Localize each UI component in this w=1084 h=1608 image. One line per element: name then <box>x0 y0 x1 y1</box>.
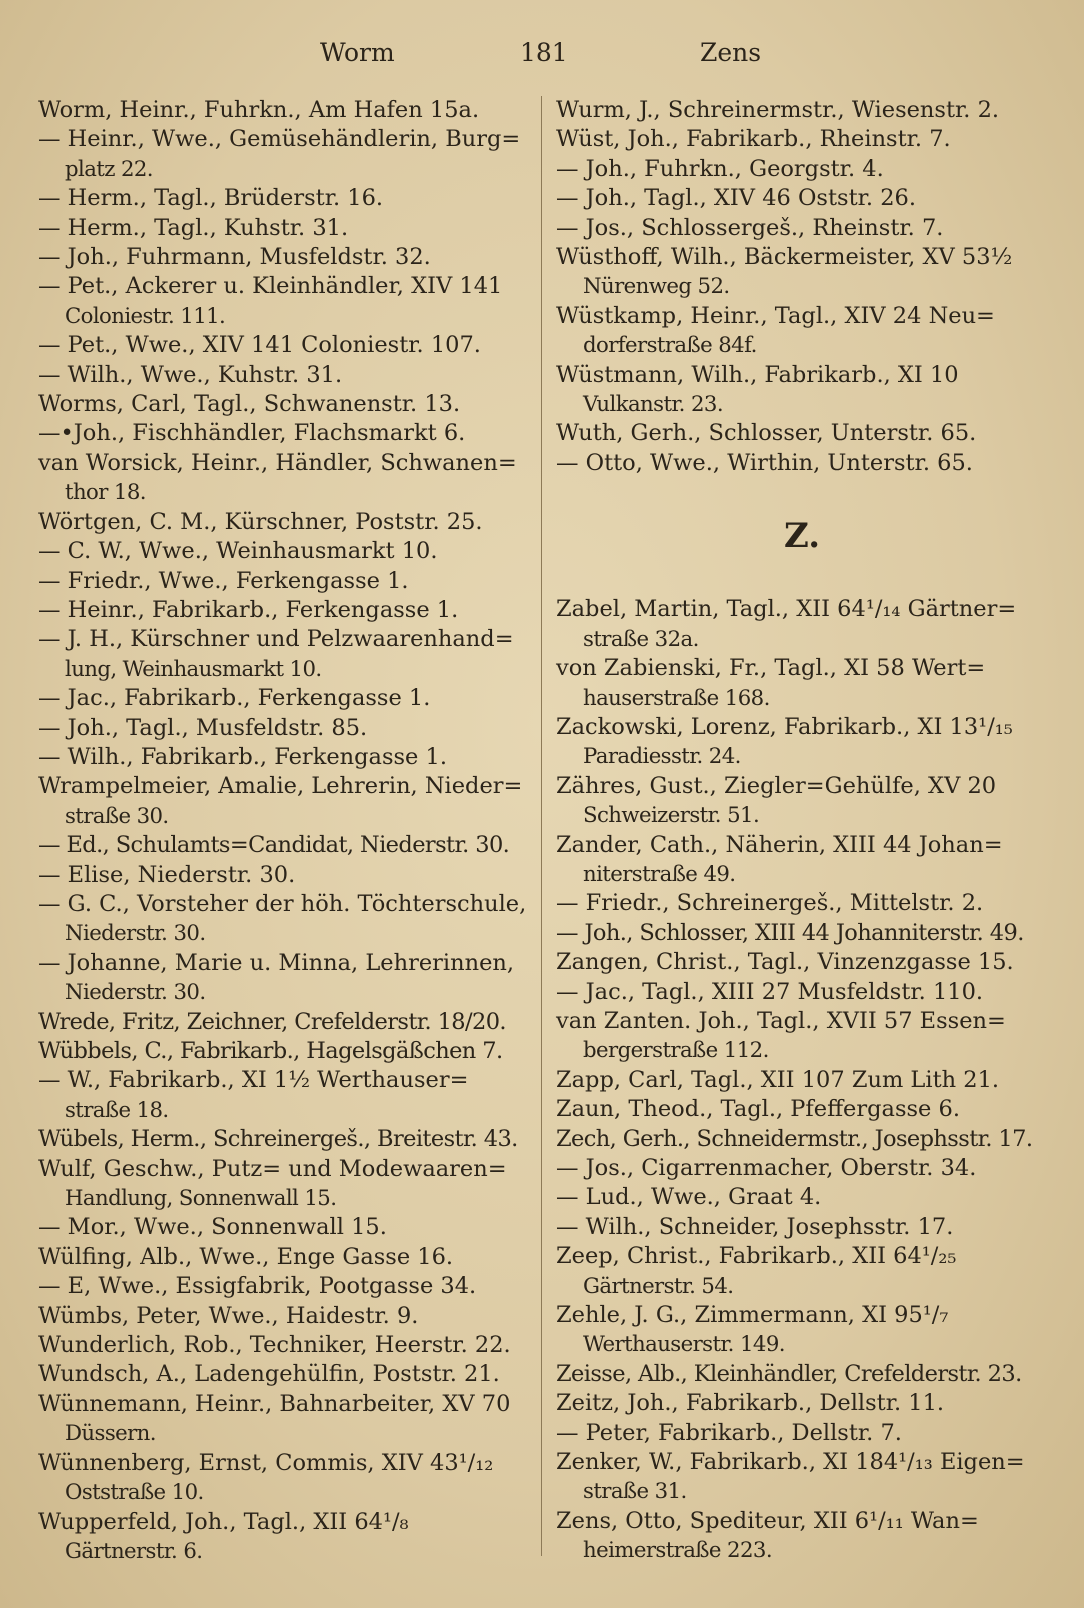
right-column-w-entries <box>556 96 1048 478</box>
entry-line: Zaun, Theod., Tagl., Pfeffergasse 6. <box>556 1096 960 1123</box>
directory-entry <box>38 1037 526 1066</box>
directory-entry <box>556 1213 1048 1242</box>
entry-line: — Herm., Tagl., Brüderstr. 16. <box>38 185 384 212</box>
directory-entry <box>556 919 1048 948</box>
entry-line: — Mor., Wwe., Sonnenwall 15. <box>38 1214 387 1241</box>
entry-line: — Wilh., Wwe., Kuhstr. 31. <box>38 361 343 388</box>
directory-entry <box>38 508 526 537</box>
entry-line: — Jos., Cigarrenmacher, Oberstr. 34. <box>556 1155 977 1181</box>
entry-line: Wülfing, Alb., Wwe., Enge Gasse 16. <box>38 1243 454 1270</box>
entry-continuation-line: Handlung, Sonnenwall 15. <box>65 1186 337 1212</box>
entry-line: — Jac., Fabrikarb., Ferkengasse 1. <box>38 685 431 712</box>
entry-line: — Joh., Fuhrkn., Georgstr. 4. <box>556 155 884 182</box>
entry-line: — Joh., Fuhrmann, Musfeldstr. 32. <box>38 244 431 271</box>
entry-continuation-line: Nürenweg 52. <box>583 274 730 300</box>
entry-line: — J. H., Kürschner und Pelzwaarenhand= <box>38 626 514 653</box>
entry-line: Wrampelmeier, Amalie, Lehrerin, Nieder= <box>38 773 523 800</box>
entry-line: — Friedr., Schreinergeš., Mittelstr. 2. <box>556 890 984 917</box>
directory-entry <box>38 125 526 184</box>
entry-continuation-line: niterstraße 49. <box>583 861 736 887</box>
directory-entry <box>556 889 1048 918</box>
entry-line: Zech, Gerh., Schneidermstr., Josephsstr. 17. <box>556 1125 1033 1152</box>
directory-entry <box>38 1155 526 1214</box>
entry-line: — Herm., Tagl., Kuhstr. 31. <box>38 214 349 241</box>
entry-line: — Joh., Schlosser, XIII 44 Johanniterstr. 49. <box>556 919 1024 946</box>
entry-line: Wuth, Gerh., Schlosser, Unterstr. 65. <box>556 420 977 447</box>
entry-continuation-line: Werthauserstr. 149. <box>583 1332 785 1358</box>
directory-entry <box>38 890 526 949</box>
entry-line: —•Joh., Fischhändler, Flachsmarkt 6. <box>38 420 466 447</box>
entry-line: Wübbels, C., Fabrikarb., Hagelsgäßchen 7. <box>38 1038 503 1064</box>
directory-entry <box>38 361 526 390</box>
directory-entry <box>556 1183 1048 1212</box>
directory-entry <box>556 1066 1048 1095</box>
entry-line: Wulf, Geschw., Putz= und Modewaaren= <box>38 1155 507 1182</box>
page-header <box>0 30 1084 76</box>
section-letter-z: Z. <box>783 516 821 557</box>
directory-entry <box>38 567 526 596</box>
entry-line: — G. C., Vorsteher der höh. Töchterschule, <box>38 890 527 917</box>
entry-line: — Jos., Schlossergeš., Rheinstr. 7. <box>556 214 944 241</box>
entry-line: — Friedr., Wwe., Ferkengasse 1. <box>38 567 409 594</box>
entry-line: Zehle, J. G., Zimmermann, XI 95¹/₇ <box>556 1302 949 1329</box>
directory-entry <box>556 772 1048 831</box>
entry-line: Zangen, Christ., Tagl., Vinzenzgasse 15. <box>556 949 1014 976</box>
entry-continuation-line: hauserstraße 168. <box>583 685 770 711</box>
directory-entry <box>38 1302 526 1331</box>
entry-line: — Joh., Tagl., XIV 46 Oststr. 26. <box>556 185 916 212</box>
entry-line: Wüstmann, Wilh., Fabrikarb., XI 10 <box>556 361 959 388</box>
entry-line: Wüst, Joh., Fabrikarb., Rheinstr. 7. <box>556 126 951 153</box>
directory-entry <box>556 948 1048 977</box>
entry-line: — E, Wwe., Essigfabrik, Pootgasse 34. <box>38 1273 477 1300</box>
entry-continuation-line: thor 18. <box>65 480 146 506</box>
entry-line: — Elise, Niederstr. 30. <box>38 861 296 888</box>
entry-line: Zapp, Carl, Tagl., XII 107 Zum Lith 21. <box>556 1066 1000 1093</box>
right-column-z-entries <box>556 595 1048 1565</box>
directory-entry <box>38 1508 526 1567</box>
entry-continuation-line: Gärtnerstr. 54. <box>583 1273 734 1299</box>
directory-entry <box>38 331 526 360</box>
page-number: 181 <box>520 38 568 67</box>
entry-line: Wurm, J., Schreinermstr., Wiesenstr. 2. <box>556 97 1000 123</box>
column-divider <box>541 96 542 1556</box>
entry-continuation-line: Schweizerstr. 51. <box>583 803 760 829</box>
entry-continuation-line: Oststraße 10. <box>65 1480 204 1506</box>
directory-entry <box>556 595 1048 654</box>
entry-line: van Worsick, Heinr., Händler, Schwanen= <box>38 449 517 476</box>
entry-line: Zackowski, Lorenz, Fabrikarb., XI 13¹/₁₅ <box>556 713 1013 740</box>
entry-continuation-line: Niederstr. 30. <box>65 921 206 947</box>
directory-entry <box>38 1390 526 1449</box>
header-last-name: Zens <box>700 38 762 67</box>
entry-line: — Peter, Fabrikarb., Dellstr. 7. <box>556 1419 902 1446</box>
entry-line: — Otto, Wwe., Wirthin, Unterstr. 65. <box>556 449 973 476</box>
directory-entry <box>556 978 1048 1007</box>
directory-entry <box>556 1095 1048 1124</box>
entry-line: Wüstkamp, Heinr., Tagl., XIV 24 Neu= <box>556 302 995 329</box>
directory-entry <box>38 1272 526 1301</box>
entry-line: van Zanten. Joh., Tagl., XVII 57 Essen= <box>556 1007 1006 1034</box>
entry-line: Wübels, Herm., Schreinergeš., Breitestr. 43. <box>38 1126 518 1153</box>
directory-entry <box>38 772 526 831</box>
directory-entry <box>38 625 526 684</box>
directory-entry <box>38 1243 526 1272</box>
directory-entry <box>556 1154 1048 1183</box>
directory-entry <box>556 1419 1048 1448</box>
directory-entry <box>38 243 526 272</box>
directory-entry <box>556 449 1048 478</box>
entry-line: — Johanne, Marie u. Minna, Lehrerinnen, <box>38 949 515 976</box>
entry-continuation-line: straße 32a. <box>583 626 699 652</box>
entry-line: Wrede, Fritz, Zeichner, Crefelderstr. 18/20. <box>38 1008 506 1035</box>
directory-entry <box>38 1213 526 1242</box>
right-column <box>556 96 1048 1566</box>
entry-line: — W., Fabrikarb., XI 1½ Werthauser= <box>38 1067 469 1094</box>
entry-line: Wümbs, Peter, Wwe., Haidestr. 9. <box>38 1302 419 1329</box>
directory-entry <box>38 684 526 713</box>
header-first-name: Worm <box>320 38 395 67</box>
directory-entry <box>556 125 1048 154</box>
directory-entry <box>556 1389 1048 1418</box>
directory-entry <box>556 1125 1048 1154</box>
directory-entry <box>38 272 526 331</box>
directory-entry <box>38 96 526 125</box>
entry-line: — Ed., Schulamts=Candidat, Niederstr. 30. <box>38 832 510 859</box>
entry-line: — Pet., Ackerer u. Kleinhändler, XIV 141 <box>38 273 503 300</box>
entry-line: Wörtgen, C. M., Kürschner, Poststr. 25. <box>38 508 483 535</box>
directory-entry <box>556 184 1048 213</box>
entry-continuation-line: Niederstr. 30. <box>65 980 206 1006</box>
directory-entry <box>38 1066 526 1125</box>
entry-line: Zenker, W., Fabrikarb., XI 184¹/₁₃ Eigen= <box>556 1449 1025 1476</box>
entry-line: — Heinr., Wwe., Gemüsehändlerin, Burg= <box>38 126 521 153</box>
entry-continuation-line: straße 30. <box>65 803 169 829</box>
entry-continuation-line: platz 22. <box>65 156 153 182</box>
directory-entry <box>38 861 526 890</box>
entry-line: Worms, Carl, Tagl., Schwanenstr. 13. <box>38 391 461 418</box>
directory-entry <box>556 713 1048 772</box>
entry-line: Zeisse, Alb., Kleinhändler, Crefelderstr. 23. <box>556 1360 1022 1387</box>
entry-line: von Zabienski, Fr., Tagl., XI 58 Wert= <box>556 655 986 682</box>
entry-continuation-line: lung, Weinhausmarkt 10. <box>65 656 322 682</box>
entry-line: — Wilh., Schneider, Josephsstr. 17. <box>556 1213 954 1240</box>
directory-entry <box>38 419 526 448</box>
entry-line: Zeep, Christ., Fabrikarb., XII 64¹/₂₅ <box>556 1243 957 1270</box>
directory-entry <box>38 949 526 1008</box>
entry-line: Zähres, Gust., Ziegler=Gehülfe, XV 20 <box>556 772 997 799</box>
left-column <box>38 96 526 1566</box>
entry-line: — Jac., Tagl., XIII 27 Musfeldstr. 110. <box>556 978 984 1005</box>
directory-entry <box>556 1448 1048 1507</box>
directory-entry <box>556 361 1048 420</box>
directory-entry <box>556 1007 1048 1066</box>
directory-entry <box>38 537 526 566</box>
entry-line: Wupperfeld, Joh., Tagl., XII 64¹/₈ <box>38 1508 409 1535</box>
entry-continuation-line: Vulkanstr. 23. <box>583 392 723 418</box>
entry-continuation-line: dorferstraße 84f. <box>583 333 757 359</box>
directory-entry <box>556 302 1048 361</box>
directory-entry <box>556 419 1048 448</box>
entry-continuation-line: Coloniestr. 111. <box>65 303 226 329</box>
entry-line: Wünnenberg, Ernst, Commis, XIV 43¹/₁₂ <box>38 1449 494 1476</box>
entry-continuation-line: Paradiesstr. 24. <box>583 744 741 770</box>
entry-continuation-line: straße 31. <box>583 1479 687 1505</box>
directory-entry <box>556 214 1048 243</box>
directory-entry <box>38 1331 526 1360</box>
entry-continuation-line: bergerstraße 112. <box>583 1038 769 1064</box>
entry-continuation-line: heimerstraße 223. <box>583 1538 772 1564</box>
entry-line: Zeitz, Joh., Fabrikarb., Dellstr. 11. <box>556 1390 945 1417</box>
entry-line: Zens, Otto, Spediteur, XII 6¹/₁₁ Wan= <box>556 1507 979 1534</box>
entry-line: — Joh., Tagl., Musfeldstr. 85. <box>38 714 368 741</box>
directory-entry <box>556 831 1048 890</box>
directory-entry <box>38 1125 526 1154</box>
directory-entry <box>38 714 526 743</box>
directory-entry <box>38 214 526 243</box>
entry-line: Wünnemann, Heinr., Bahnarbeiter, XV 70 <box>38 1390 511 1417</box>
entry-continuation-line: Gärtnerstr. 6. <box>65 1538 203 1564</box>
directory-entry <box>556 96 1048 125</box>
entry-line: — Lud., Wwe., Graat 4. <box>556 1184 822 1211</box>
directory-entry <box>38 1008 526 1037</box>
directory-entry <box>38 596 526 625</box>
directory-entry <box>38 1449 526 1508</box>
directory-entry <box>38 449 526 508</box>
entry-line: Zabel, Martin, Tagl., XII 64¹/₁₄ Gärtner= <box>556 596 1017 623</box>
directory-entry <box>38 390 526 419</box>
entry-line: Worm, Heinr., Fuhrkn., Am Hafen 15a. <box>38 97 480 123</box>
entry-line: — Wilh., Fabrikarb., Ferkengasse 1. <box>38 743 447 770</box>
directory-entry <box>38 1360 526 1389</box>
directory-entry <box>556 1360 1048 1389</box>
directory-entry <box>556 243 1048 302</box>
entry-line: Wunderlich, Rob., Techniker, Heerstr. 22. <box>38 1332 511 1359</box>
entry-continuation-line: Düssern. <box>65 1421 156 1447</box>
entry-line: Wüsthoff, Wilh., Bäckermeister, XV 53½ <box>556 244 1013 271</box>
entry-continuation-line: straße 18. <box>65 1097 169 1123</box>
entry-line: — C. W., Wwe., Weinhausmarkt 10. <box>38 538 438 565</box>
entry-line: Wundsch, A., Ladengehülfin, Poststr. 21. <box>38 1361 500 1388</box>
directory-entry <box>556 1507 1048 1566</box>
directory-entry <box>556 654 1048 713</box>
entry-line: Zander, Cath., Näherin, XIII 44 Johan= <box>556 831 1003 858</box>
directory-entry <box>38 184 526 213</box>
directory-entry <box>38 831 526 860</box>
directory-entry <box>38 743 526 772</box>
directory-entry <box>556 1242 1048 1301</box>
directory-entry <box>556 155 1048 184</box>
entry-line: — Pet., Wwe., XIV 141 Coloniestr. 107. <box>38 332 481 359</box>
entry-line: — Heinr., Fabrikarb., Ferkengasse 1. <box>38 596 459 623</box>
directory-entry <box>556 1301 1048 1360</box>
